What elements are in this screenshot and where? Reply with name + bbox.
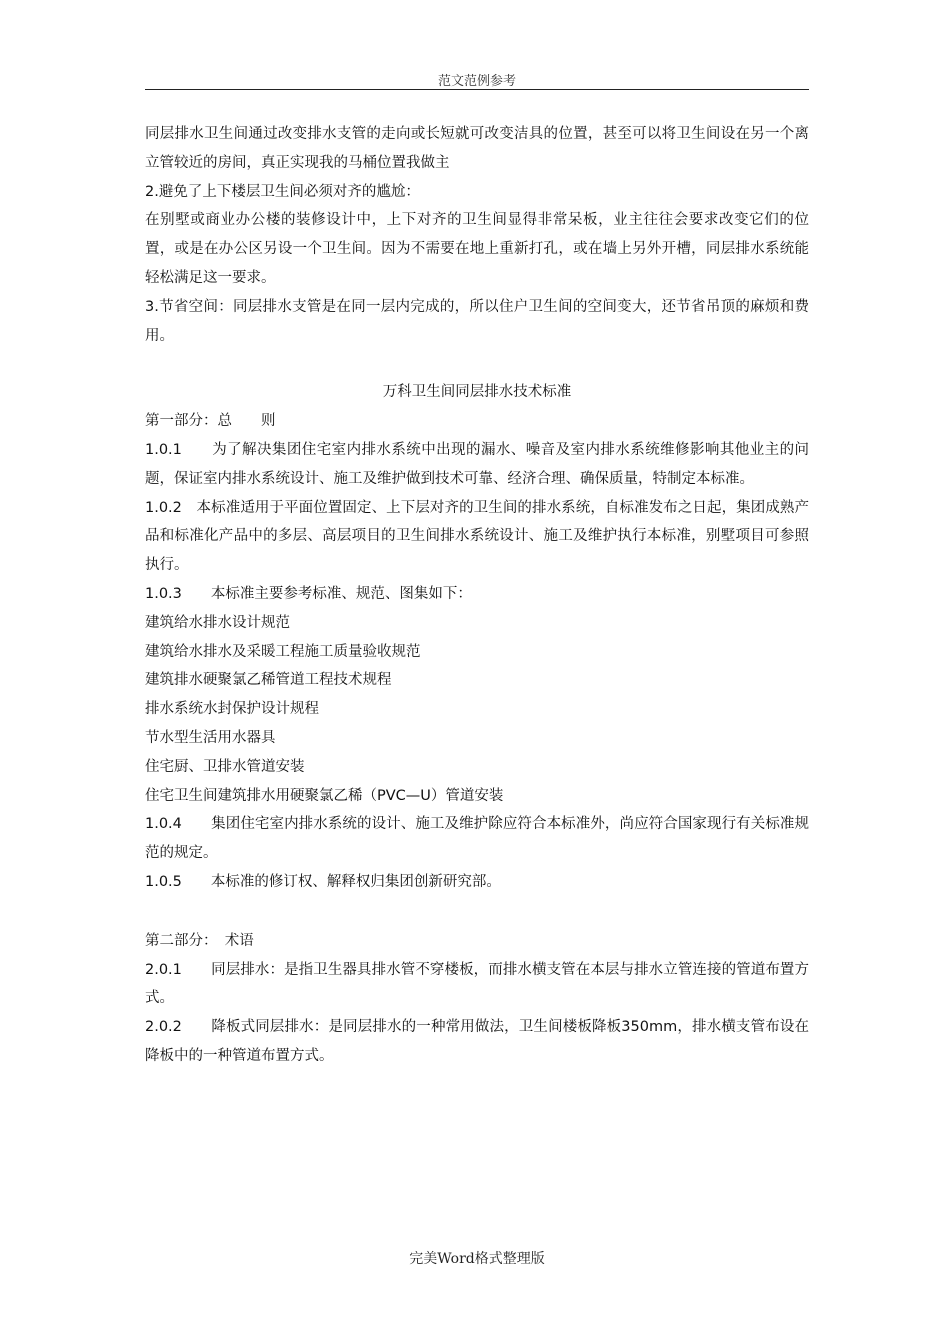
- spacer: [145, 350, 809, 378]
- reference-item: 节水型生活用水器具: [145, 729, 276, 746]
- document-body: [145, 120, 809, 1071]
- intro-point-2-heading: 2.避免了上下楼层卫生间必须对齐的尴尬：: [145, 183, 420, 200]
- reference-item: 建筑给水排水及采暖工程施工质量验收规范: [145, 643, 421, 660]
- reference-item: 住宅卫生间建筑排水用硬聚氯乙稀（PVC—U）管道安装: [145, 787, 504, 804]
- reference-item: 建筑排水硬聚氯乙稀管道工程技术规程: [145, 672, 392, 689]
- clause-1-0-5: 1.0.5 本标准的修订权、解释权归集团创新研究部。: [145, 873, 501, 890]
- clause-1-0-2: 1.0.2 本标准适用于平面位置固定、上下层对齐的卫生间的排水系统，自标准发布之日起，集团成熟产品和标准化产品中的多层、高层项目的卫生间排水系统设计、施工及维护执行本标准，别墅项目可参照执行。: [145, 499, 809, 574]
- intro-paragraph-2: 在别墅或商业办公楼的装修设计中，上下对齐的卫生间显得非常呆板，业主往往会要求改变它们的位置，或是在办公区另设一个卫生间。因为不需要在地上重新打孔，或在墙上另外开槽，同层排水系统能轻松满足这一要求。: [145, 212, 809, 286]
- clause-1-0-3: 1.0.3 本标准主要参考标准、规范、图集如下：: [145, 585, 472, 602]
- clause-2-0-1: 2.0.1 同层排水：是指卫生器具排水管不穿楼板，而排水横支管在本层与排水立管连接的管道布置方式。: [145, 961, 809, 1007]
- part2-heading: 第二部分： 术语: [145, 932, 254, 949]
- page-footer: 完美Word格式整理版: [409, 1251, 545, 1267]
- clause-1-0-4: 1.0.4 集团住宅室内排水系统的设计、施工及维护除应符合本标准外，尚应符合国家现行有关标准规范的规定。: [145, 816, 809, 862]
- part1-heading: 第一部分：总 则: [145, 413, 276, 430]
- reference-item: 建筑给水排水设计规范: [145, 614, 290, 631]
- reference-item: 住宅厨、卫排水管道安装: [145, 758, 305, 775]
- header-divider: [145, 89, 809, 90]
- clause-2-0-2: 2.0.2 降板式同层排水：是同层排水的一种常用做法，卫生间楼板降板350mm，排水横支管布设在降板中的一种管道布置方式。: [145, 1019, 809, 1064]
- spacer: [145, 897, 809, 927]
- standard-title: 万科卫生间同层排水技术标准: [382, 384, 572, 401]
- clause-1-0-1: 1.0.1 为了解决集团住宅室内排水系统中出现的漏水、噪音及室内排水系统维修影响其他业主的问题，保证室内排水系统设计、施工及维护做到技术可靠、经济合理、确保质量，特制定本标准。: [145, 441, 809, 487]
- reference-item: 排水系统水封保护设计规程: [145, 701, 319, 718]
- intro-paragraph-1: 同层排水卫生间通过改变排水支管的走向或长短就可改变洁具的位置，甚至可以将卫生间设在另一个离立管较近的房间，真正实现我的马桶位置我做主: [145, 126, 809, 171]
- page-header: 范文范例参考: [437, 74, 516, 89]
- intro-point-3: 3.节省空间：同层排水支管是在同一层内完成的，所以住户卫生间的空间变大，还节省吊顶的麻烦和费用。: [145, 298, 809, 344]
